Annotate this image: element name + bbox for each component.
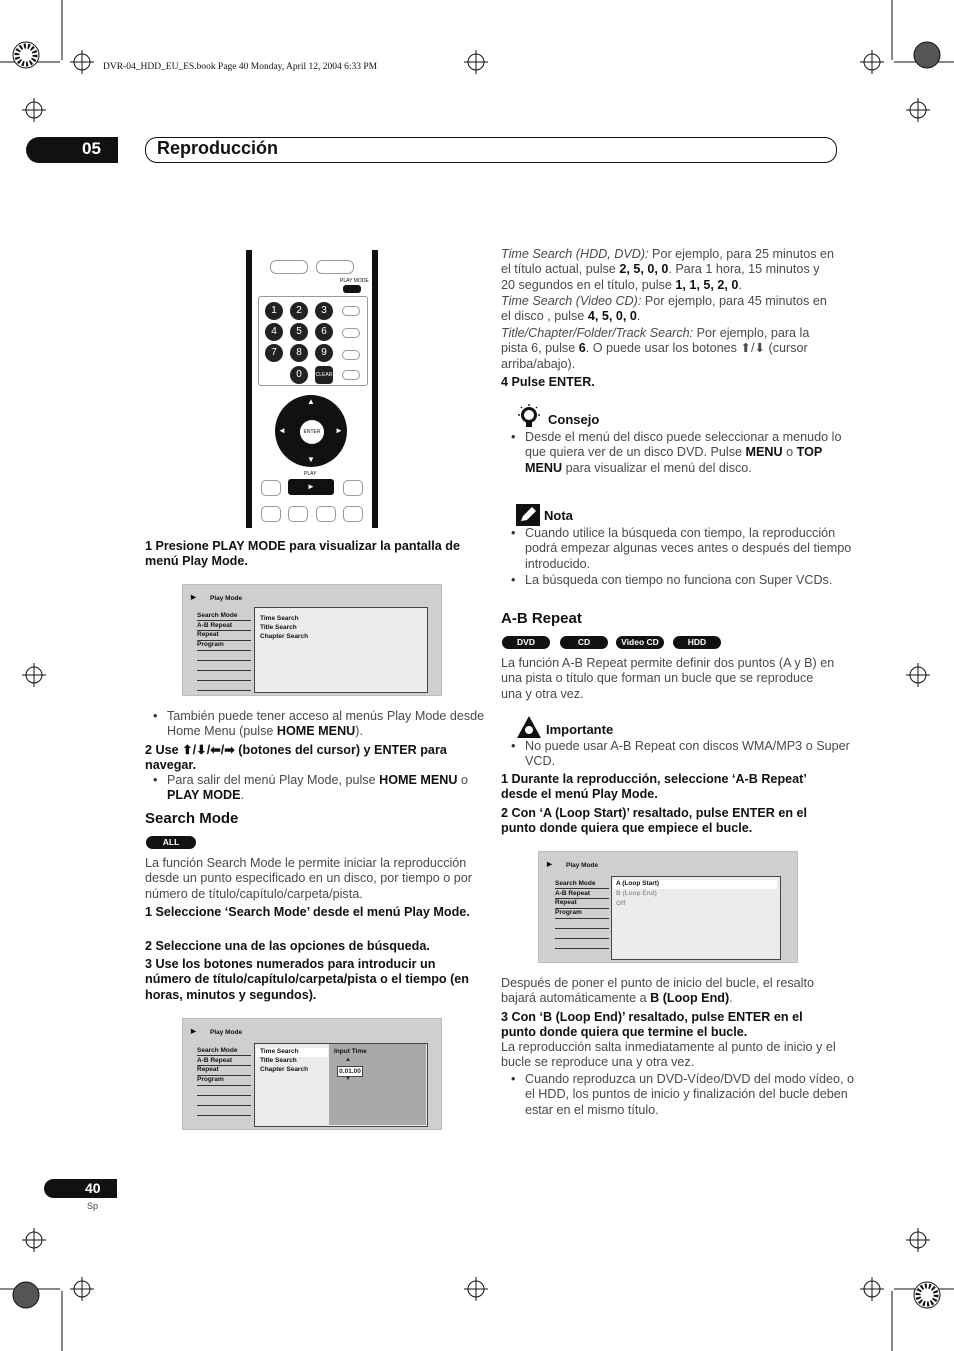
bold-text: 1, 1, 5, 2, 0 [675, 277, 739, 292]
note-bullet-1: • Cuando utilice la búsqueda con tiempo, la reproducción podrá empezar algunas veces antes o después del tiempo introducido. [503, 526, 858, 572]
ab-bullet: • Cuando reproduzca un DVD-Vídeo/DVD del modo vídeo, o el HDD, los puntos de inicio y finalización del bucle deben estar en el mismo título. [503, 1072, 858, 1118]
menu-item: Repeat [197, 631, 219, 639]
option-item: Title Search [260, 624, 297, 631]
menu-item: Program [197, 641, 224, 649]
side-key [342, 306, 360, 316]
menu-divider [555, 938, 609, 939]
bold-text: MENU [745, 445, 783, 460]
all-badge: ALL [146, 836, 196, 849]
chapter-tab [26, 137, 118, 163]
option-item: Time Search [260, 1048, 299, 1055]
time-search-vcd [501, 294, 836, 325]
screen-title: Play Mode [210, 1029, 243, 1036]
menu-divider [197, 620, 251, 621]
key-4: 4 [265, 323, 283, 341]
menu-divider [197, 670, 251, 671]
lightbulb-icon [516, 404, 542, 430]
text: . [636, 309, 641, 324]
menu-item: A-B Repeat [197, 621, 233, 629]
screen-title-icon: ▶ [191, 1028, 196, 1035]
text: Para salir del menú Play Mode, pulse [167, 773, 380, 787]
search-step-1: 1 Seleccione ‘Search Mode’ desde el menú Play Mode. [145, 905, 470, 919]
play-mode-screen-1 [182, 584, 442, 696]
menu-divider [555, 908, 609, 909]
option-item: B (Loop End) [616, 890, 657, 897]
menu-divider [555, 948, 609, 949]
step-1: 1 Presione PLAY MODE para visualizar la pantalla de menú Play Mode. [145, 539, 460, 569]
left-arrow-icon: ◄ [278, 426, 286, 435]
side-key [342, 350, 360, 360]
side-key [342, 370, 360, 380]
important-heading: Importante [546, 722, 614, 737]
menu-item: Search Mode [555, 880, 596, 887]
menu-item: Search Mode [197, 1047, 238, 1054]
down-arrow-icon: ▼ [345, 1076, 351, 1082]
text: . [240, 788, 244, 803]
menu-item: Program [197, 1076, 224, 1084]
play-mode-button [343, 285, 361, 293]
play-label: PLAY [304, 471, 317, 477]
transport-key [316, 506, 336, 522]
key-5: 5 [290, 323, 308, 341]
remote-top-button [270, 260, 308, 274]
screen-options-panel [254, 607, 428, 693]
remote-illustration [246, 250, 378, 528]
key-0: 0 [290, 366, 308, 384]
down-arrow-icon: ▼ [307, 455, 315, 464]
menu-item: A-B Repeat [197, 1056, 233, 1064]
page-number-tab [44, 1179, 117, 1198]
ab-step-2: 2 Con ‘A (Loop Start)’ resaltado, pulse ENTER en el punto donde quiera que empiece el bucle. [501, 806, 808, 836]
screen-title-icon: ▶ [191, 594, 196, 601]
italic-label: Time Search (HDD, DVD): [501, 247, 649, 261]
tip-heading: Consejo [548, 412, 600, 427]
cd-badge: CD [560, 636, 608, 649]
menu-divider [197, 1095, 251, 1096]
key-1: 1 [265, 302, 283, 320]
tip-text [503, 430, 845, 476]
text: . [738, 277, 742, 292]
transport-key [261, 506, 281, 522]
hdd-badge: HDD [673, 636, 721, 649]
menu-divider [197, 1065, 251, 1066]
page-language: Sp [87, 1201, 99, 1211]
warning-icon [516, 715, 542, 739]
ab-step-1: 1 Durante la reproducción, seleccione ‘A-B Repeat’ desde el menú Play Mode. [501, 772, 807, 802]
menu-divider [555, 928, 609, 929]
option-item: A (Loop Start) [616, 880, 660, 887]
page-number: 40 [85, 1180, 101, 1196]
screen-title: Play Mode [566, 862, 599, 869]
title-chapter-search [501, 326, 836, 372]
up-arrow-icon: ▲ [345, 1057, 351, 1063]
text: Por ejemplo, para 45 minutos en el disco , pulse [501, 294, 827, 324]
option-item: Chapter Search [260, 1066, 309, 1073]
menu-item: Program [555, 909, 582, 917]
bold-text: PLAY MODE [167, 788, 241, 803]
video-cd-badge: Video CD [616, 636, 664, 649]
text: o [457, 773, 468, 787]
remote-edge-right [372, 250, 378, 528]
clear-key: CLEAR [315, 366, 333, 384]
menu-divider [197, 650, 251, 651]
menu-divider [555, 898, 609, 899]
search-step-3: 3 Use los botones numerados para introducir un número de título/capítulo/carpeta/pista o el tiempo (en horas, minutos y segundos). [145, 957, 469, 1002]
up-arrow-icon: ▲ [307, 397, 315, 406]
key-2: 2 [290, 302, 308, 320]
search-mode-heading: Search Mode [145, 810, 239, 827]
bold-text: 6 [578, 341, 586, 356]
option-item: Off [616, 900, 626, 907]
step-2: 2 Use ⬆/⬇/⬅/➡ (botones del cursor) y ENTER para navegar. [145, 743, 447, 773]
text: Desde el menú del disco puede seleccionar a menudo lo que quiera ver de un disco DVD. Pulse [525, 430, 842, 460]
text: o [782, 445, 797, 460]
search-step-2: 2 Seleccione una de las opciones de búsqueda. [145, 939, 430, 953]
menu-divider [197, 660, 251, 661]
text: Por ejemplo, para 25 minutos en el título actual, pulse [501, 247, 835, 277]
screen-options-panel [254, 1043, 428, 1127]
search-intro: La función Search Mode le permite iniciar la reproducción desde un punto especificado en un disco, por tiempo o por número de título/capítulo/carpeta/pista. [145, 856, 472, 901]
screen-options-panel [611, 876, 781, 960]
note-bullet-2: • La búsqueda con tiempo no funciona con Super VCDs. [503, 573, 858, 588]
text: para visualizar el menú del disco. [562, 460, 752, 475]
menu-divider [555, 888, 609, 889]
menu-divider [197, 1115, 251, 1116]
menu-divider [197, 1105, 251, 1106]
print-header: DVR-04_HDD_EU_ES.book Page 40 Monday, April 12, 2004 6:33 PM [103, 62, 378, 72]
after-loop-start [501, 976, 836, 1007]
play-mode-screen-3 [538, 851, 798, 963]
menu-divider [197, 1075, 251, 1076]
ab-repeat-heading: A-B Repeat [501, 610, 582, 627]
menu-divider [197, 1085, 251, 1086]
menu-divider [555, 918, 609, 919]
bold-text: TOP MENU [525, 445, 823, 475]
menu-item: Repeat [197, 1066, 219, 1074]
menu-divider [197, 690, 251, 691]
bold-text: HOME MENU [276, 724, 356, 739]
remote-top-button [316, 260, 354, 274]
text: . Para 1 hora, 15 minutos y 20 segundos en el título, pulse [501, 262, 820, 292]
menu-item: Search Mode [197, 612, 238, 619]
screen-title: Play Mode [210, 595, 243, 602]
transport-key [343, 480, 363, 496]
pencil-note-icon [516, 504, 540, 526]
text: . [729, 991, 733, 1006]
transport-key [261, 480, 281, 496]
input-time-label: Input Time [334, 1048, 367, 1055]
play-mode-screen-2 [182, 1018, 442, 1130]
dvd-badge: DVD [502, 636, 550, 649]
ab-step-3: 3 Con ‘B (Loop End)’ resaltado, pulse ENTER en el punto donde quiera que termine el bucle. [501, 1010, 803, 1040]
option-item: Chapter Search [260, 633, 309, 640]
chapter-number: 05 [82, 139, 101, 158]
right-arrow-icon: ► [335, 426, 343, 435]
italic-label: Time Search (Video CD): [501, 294, 642, 308]
menu-divider [197, 1055, 251, 1056]
italic-label: Title/Chapter/Folder/Track Search: [501, 326, 694, 340]
key-8: 8 [290, 344, 308, 362]
play-mode-label: PLAY MODE [340, 278, 369, 284]
note-heading: Nota [544, 508, 573, 523]
menu-item: Repeat [555, 899, 577, 907]
bullet-home-menu [145, 709, 487, 740]
option-item: Time Search [260, 615, 299, 622]
key-7: 7 [265, 344, 283, 362]
text: También puede tener acceso al menús Play Mode desde Home Menu (pulse [167, 709, 485, 739]
key-9: 9 [315, 344, 333, 362]
remote-edge-left [246, 250, 252, 528]
bold-text: B (Loop End) [650, 991, 730, 1006]
time-search-hdd-dvd [501, 247, 836, 293]
side-key [342, 328, 360, 338]
menu-divider [197, 630, 251, 631]
enter-key: ENTER [299, 419, 325, 445]
step-4: 4 Pulse ENTER. [501, 375, 595, 389]
transport-key [343, 506, 363, 522]
bullet-exit-menu [145, 773, 502, 804]
option-item: Title Search [260, 1057, 297, 1064]
text: Después de poner el punto de inicio del bucle, el resalto bajará automáticamente a [501, 976, 814, 1006]
transport-key [288, 506, 308, 522]
menu-item: A-B Repeat [555, 889, 591, 897]
key-6: 6 [315, 323, 333, 341]
bold-text: HOME MENU [379, 773, 458, 787]
ab-intro: La función A-B Repeat permite definir dos puntos (A y B) en una pista o título que forman un bucle que se reproduce una y otra vez. [501, 656, 835, 701]
text: ). [355, 724, 363, 739]
important-bullet: • No puede usar A-B Repeat con discos WMA/MP3 o Super VCD. [503, 739, 858, 770]
key-3: 3 [315, 302, 333, 320]
input-time-value[interactable]: 0.01.00 [337, 1066, 363, 1077]
ab-step-3-body: La reproducción salta inmediatamente al punto de inicio y el bucle se reproduce una y otra vez. [501, 1040, 836, 1070]
text: Por ejemplo, para la pista 6, pulse [501, 326, 810, 356]
bold-text: 4, 5, 0, 0 [587, 309, 637, 324]
play-key: ► [288, 479, 334, 495]
bold-text: 2, 5, 0, 0 [619, 262, 669, 277]
chapter-title: Reproducción [157, 138, 279, 158]
menu-divider [197, 640, 251, 641]
menu-divider [197, 680, 251, 681]
screen-title-icon: ▶ [547, 861, 552, 868]
text: . O puede usar los botones ⬆/⬇ (cursor arriba/abajo). [501, 341, 808, 371]
